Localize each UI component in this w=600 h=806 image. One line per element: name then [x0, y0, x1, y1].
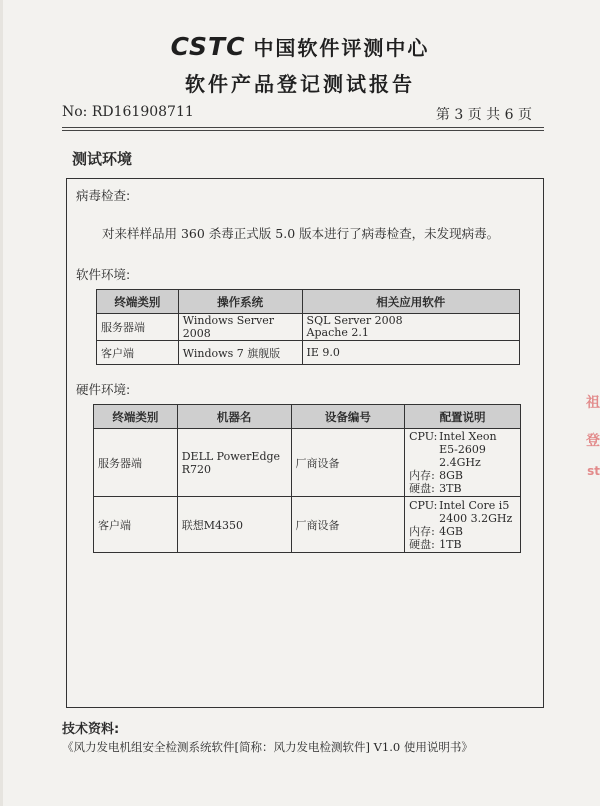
- hardware-label: 硬件环境:: [76, 382, 131, 397]
- hw-machine-cell: [177, 429, 291, 497]
- sw-apps-cell: [302, 341, 519, 365]
- config-key: [409, 456, 439, 469]
- sw-col-os: 操作系统: [178, 290, 302, 314]
- config-key: 硬盘:: [409, 482, 435, 495]
- hw-col-machine: 机器名: [177, 405, 291, 429]
- hw-col-device: 设备编号: [291, 405, 405, 429]
- table-row: [94, 497, 521, 553]
- software-table: [96, 289, 520, 365]
- header-rule-top: [62, 127, 544, 128]
- config-value: 2.4GHz: [439, 456, 481, 469]
- software-label: 软件环境:: [76, 267, 131, 282]
- sw-app-line: Apache 2.1: [306, 326, 369, 339]
- edge-mark: 祖: [586, 395, 600, 411]
- config-line: [409, 430, 516, 443]
- config-value: 4GB: [439, 524, 463, 538]
- table-row: [97, 314, 520, 341]
- config-key: 内存:: [409, 524, 435, 538]
- hw-type-cell: 服务器端: [94, 429, 178, 497]
- report-number: No: RD161908711: [62, 104, 194, 120]
- config-value: Intel Core i5: [439, 498, 510, 512]
- config-line: [409, 512, 516, 525]
- table-row: [97, 341, 520, 365]
- virus-label: 病毒检查:: [76, 188, 131, 203]
- hw-config-cell: [405, 429, 521, 497]
- config-key: CPU:: [409, 430, 438, 443]
- hw-col-type: 终端类别: [94, 405, 178, 429]
- config-line: [409, 482, 516, 495]
- hw-device-cell: 厂商设备: [291, 497, 405, 553]
- virus-text: 对来样样品用 360 杀毒正式版 5.0 版本进行了病毒检查，未发现病毒。: [102, 226, 500, 241]
- sw-app-line: IE 9.0: [306, 346, 340, 359]
- config-key: [409, 512, 439, 525]
- hw-machine-line: R720: [181, 462, 211, 476]
- hw-machine-cell: [177, 497, 291, 553]
- sw-apps-cell: [302, 314, 519, 341]
- config-key: CPU:: [409, 498, 438, 512]
- hw-type-cell: 客户端: [94, 497, 178, 553]
- tech-docs-label: 技术资料:: [62, 722, 120, 737]
- config-value: Intel Xeon: [439, 430, 497, 443]
- org-name: 中国软件评测中心: [253, 35, 430, 60]
- edge-mark: st: [587, 464, 600, 478]
- config-value: E5-2609: [439, 443, 486, 456]
- config-value: 8GB: [439, 469, 463, 482]
- config-line: [409, 538, 516, 551]
- config-value: 3TB: [439, 482, 462, 495]
- sw-app-line: SQL Server 2008: [306, 314, 403, 327]
- header-rule-bottom: [62, 130, 544, 131]
- cstc-logo: CSTC: [170, 31, 246, 61]
- sw-os-cell: Windows Server 2008: [178, 314, 302, 341]
- sw-col-apps: 相关应用软件: [302, 290, 519, 314]
- sw-col-type: 终端类别: [97, 290, 179, 314]
- report-header: [0, 28, 600, 97]
- config-line: [409, 456, 516, 469]
- edge-mark: 登: [586, 433, 600, 449]
- sw-type-cell: 客户端: [97, 341, 179, 365]
- hw-machine-line: 联想M4350: [181, 518, 243, 532]
- hw-config-cell: [405, 497, 521, 553]
- software-header-row: [97, 290, 520, 314]
- page-binding-edge: [0, 0, 3, 806]
- config-line: [409, 525, 516, 538]
- report-title: 软件产品登记测试报告: [185, 72, 415, 96]
- tech-docs-text: 《风力发电机组安全检测系统软件[简称：风力发电检测软件] V1.0 使用说明书》: [62, 740, 473, 754]
- section-title: 测试环境: [72, 150, 133, 168]
- config-value: 2400 3.2GHz: [439, 511, 513, 525]
- config-line: [409, 499, 516, 512]
- config-value: 1TB: [439, 537, 462, 551]
- hw-col-config: 配置说明: [405, 405, 521, 429]
- hw-machine-line: DELL PowerEdge: [181, 449, 281, 463]
- hardware-table: [93, 404, 521, 553]
- report-meta: [62, 104, 544, 126]
- hardware-header-row: [94, 405, 521, 429]
- config-line: [409, 469, 516, 482]
- config-key: 内存:: [409, 469, 435, 482]
- logo-line: [0, 28, 600, 64]
- sw-os-cell: Windows 7 旗舰版: [178, 341, 302, 365]
- hw-device-cell: 厂商设备: [291, 429, 405, 497]
- sw-type-cell: 服务器端: [97, 314, 179, 341]
- table-row: [94, 429, 521, 497]
- config-line: [409, 443, 516, 456]
- config-key: [409, 443, 439, 456]
- page-info: 第 3 页 共 6 页: [435, 107, 532, 123]
- config-key: 硬盘:: [409, 537, 435, 551]
